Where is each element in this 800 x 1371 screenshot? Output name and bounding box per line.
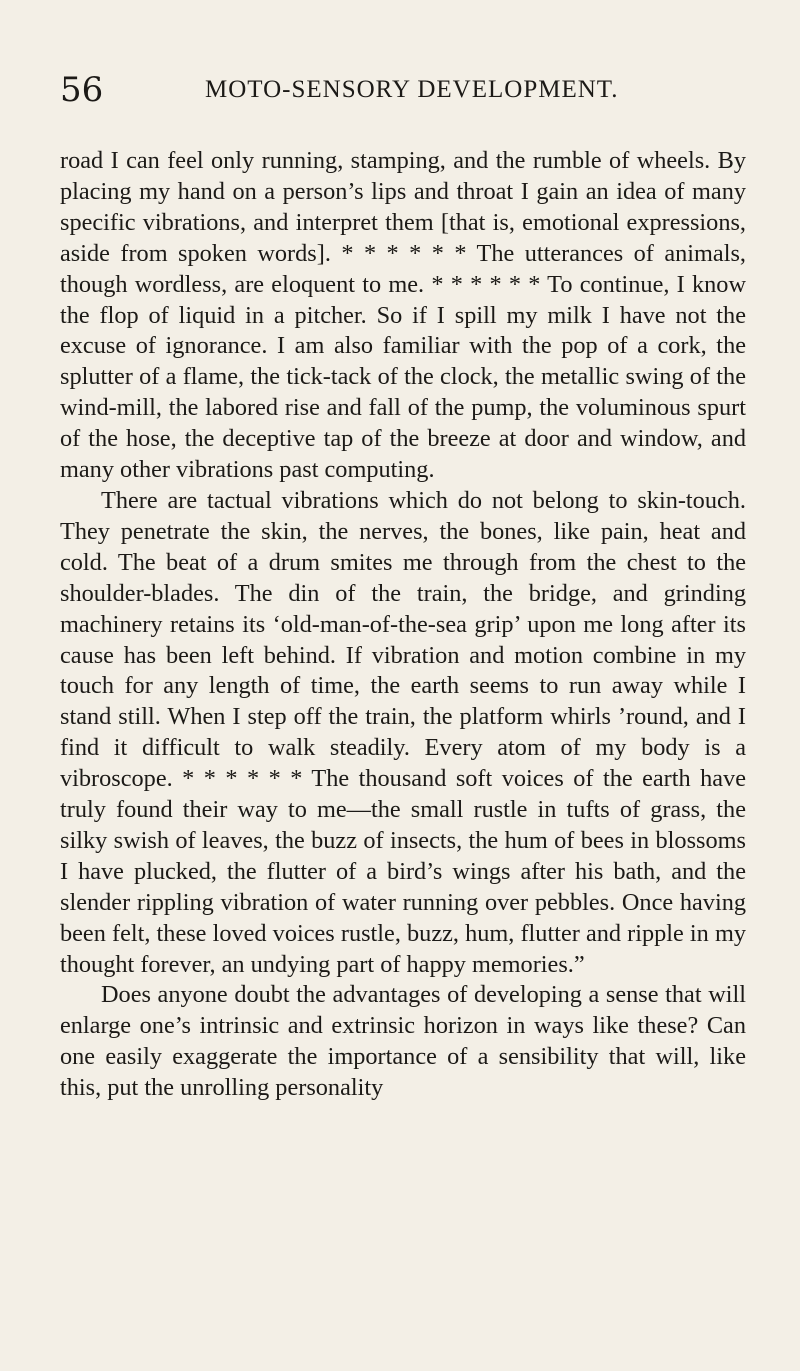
paragraph-tactual-vibrations: There are tactual vibrations which do not belong to skin-touch. They penetrate the skin, the nerves, the bones, like pain, heat and cold. The beat of a drum smites me through from the chest to the shoulder-blades. The din of the train, the bridge, and grinding machinery retains its ‘old-man-of-the-sea grip’ upon me long after its cause has been left behind. If vibration and motion combine in my touch for any length of time, the earth seems to run away while I stand still. When I step off the train, the platform whirls ’round, and I find it difficult to walk steadily. Every atom of my body is a vibroscope. * * * * * * The thousand soft voices of the earth have truly found their way to me—the small rustle in tufts of grass, the silky swish of leaves, the buzz of insects, the hum of bees in blossoms I have plucked, the flutter of a bird’s wings after his bath, and the slender rippling vibration of water running over pebbles. Once having been felt, these loved voices rustle, buzz, hum, flutter and ripple in my thought forever, an undying part of happy memories.” [60, 486, 746, 978]
running-head [60, 68, 740, 112]
paragraph-advantages: Does anyone doubt the advantages of developing a sense that will enlarge one’s intrinsic and extrinsic horizon in ways like these? Can one easily exaggerate the importance of a sensibility that will, like this, put the unrolling personality [60, 981, 746, 1102]
body-text [60, 146, 746, 1104]
running-title: MOTO-SENSORY DEVELOPMENT. [205, 76, 619, 103]
page-number: 56 [60, 70, 104, 110]
paragraph-continued: road I can feel only running, stamping, and the rumble of wheels. By placing my hand on a person’s lips and throat I gain an idea of many specific vibrations, and interpret them [that is, emotional expressions, aside from spoken words]. * * * * * * The utterances of animals, though wordless, are eloquent to me. * * * * * * To continue, I know the flop of liquid in a pitcher. So if I spill my milk I have not the excuse of ignorance. I am also familiar with the pop of a cork, the splutter of a flame, the tick-tack of the clock, the metallic swing of the wind-mill, the labored rise and fall of the pump, the voluminous spurt of the hose, the deceptive tap of the breeze at door and window, and many other vibrations past computing. [60, 147, 746, 484]
